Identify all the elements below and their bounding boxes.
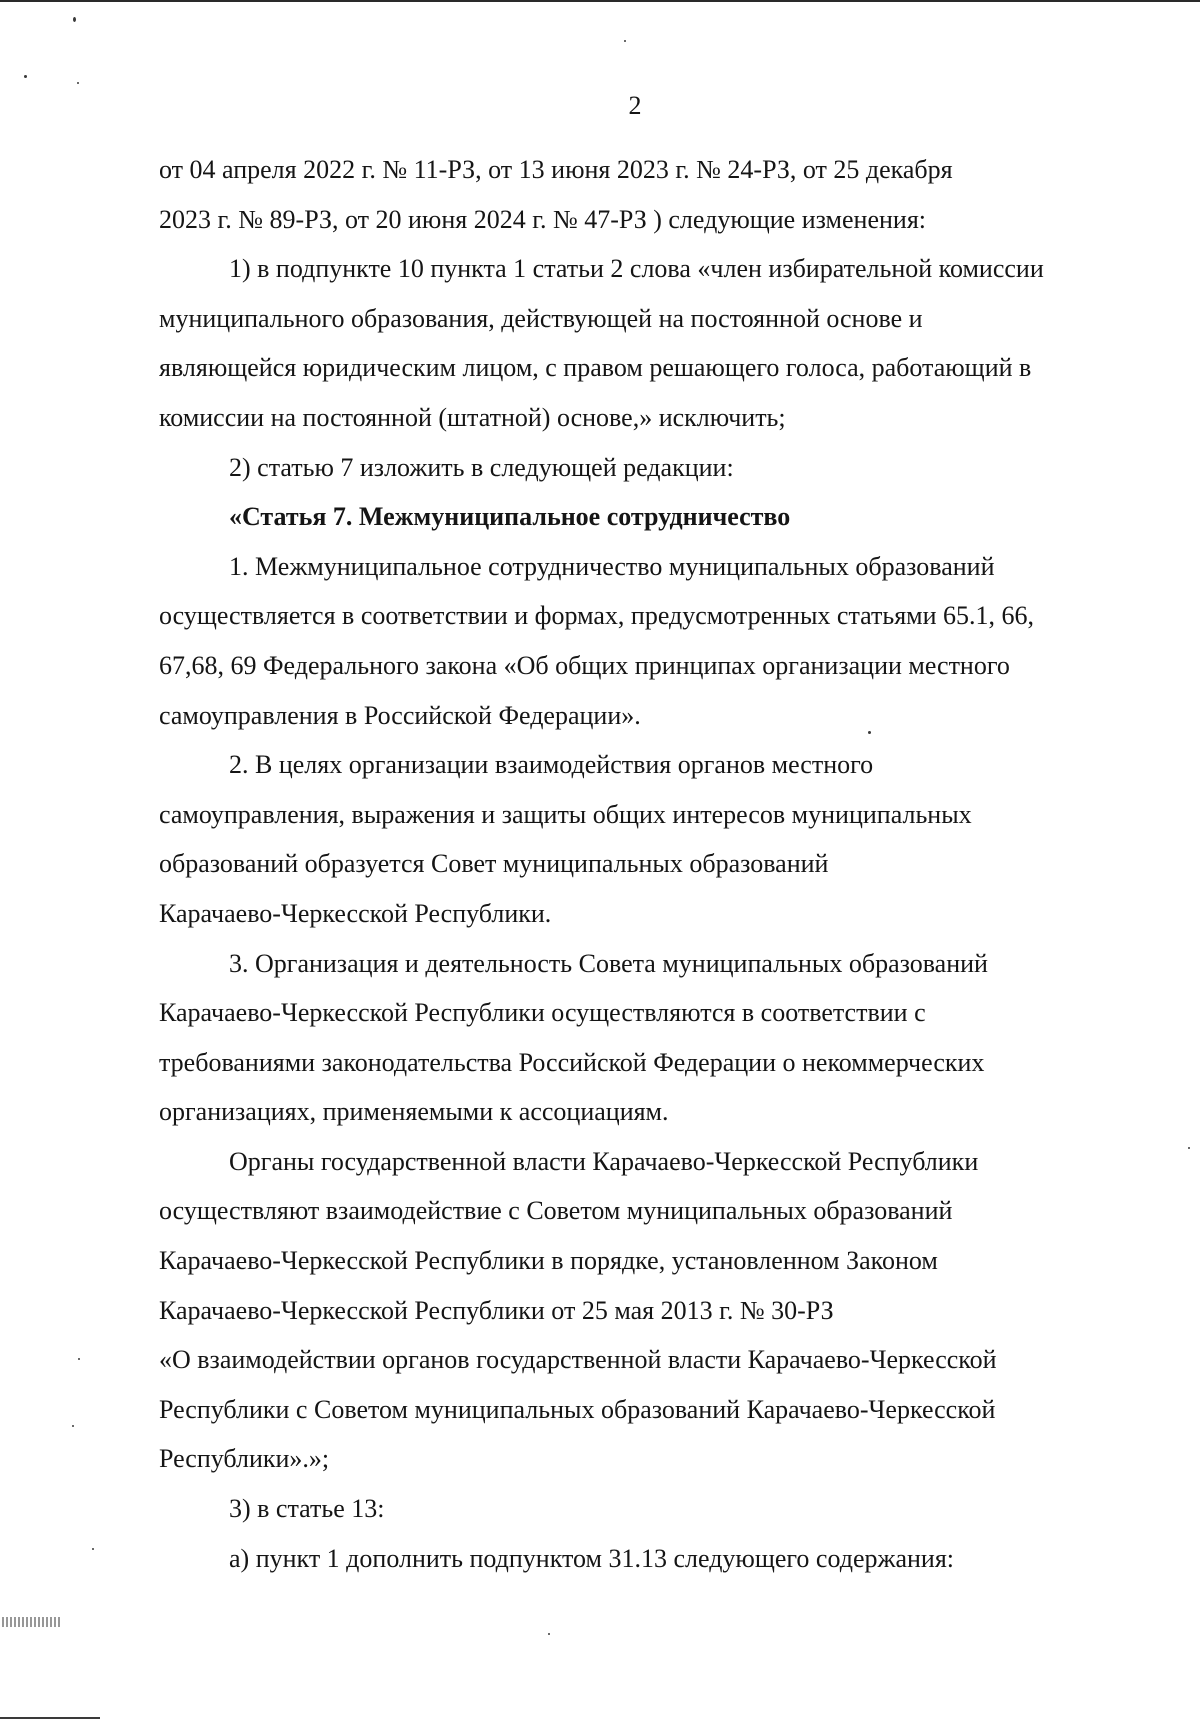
document-body (159, 145, 1111, 1583)
scan-speck (92, 1548, 94, 1550)
text-line: требованиями законодательства Российской Федерации о некоммерческих (159, 1047, 985, 1077)
text-line: Карачаево-Черкесской Республики осуществляются в соответствии с (159, 998, 926, 1028)
paragraph-intro-continuation (159, 145, 1111, 244)
text-line: 3. Организация и деятельность Совета муниципальных образований (229, 948, 988, 978)
text-line: 67,68, 69 Федерального закона «Об общих принципах организации местного (159, 650, 1010, 680)
text-line: муниципального образования, действующей на постоянной основе и (159, 303, 923, 333)
text-line: самоуправления, выражения и защиты общих интересов муниципальных (159, 799, 972, 829)
scan-speck (624, 40, 626, 42)
scan-speck (78, 1358, 80, 1360)
text-line: 3) в статье 13: (229, 1494, 385, 1524)
text-line: «О взаимодействии органов государственной власти Карачаево-Черкесской (159, 1345, 997, 1375)
scan-speck (1188, 1147, 1190, 1149)
text-line: 1. Межмуниципальное сотрудничество муниципальных образований (229, 551, 995, 581)
text-line: Карачаево-Черкесской Республики в порядке, установленном Законом (159, 1246, 938, 1276)
bottom-edge-line (0, 1717, 100, 1719)
paragraph-article-7-part-3 (159, 939, 1111, 1137)
paragraph-item-1 (159, 244, 1111, 442)
scan-noise-mark (2, 1617, 60, 1627)
paragraph-article-7-part-1 (159, 542, 1111, 740)
text-line: осуществляют взаимодействие с Советом муниципальных образований (159, 1196, 953, 1226)
text-line: Республики с Советом муниципальных образований Карачаево-Черкесской (159, 1394, 996, 1424)
text-line: 2) статью 7 изложить в следующей редакции: (229, 452, 734, 482)
text-line: 1) в подпункте 10 пункта 1 статьи 2 слова «член избирательной комиссии (229, 254, 1044, 284)
top-edge-line (0, 0, 1200, 2)
text-line: образований образуется Совет муниципальных образований (159, 849, 829, 879)
article-title: «Статья 7. Межмуниципальное сотрудничество (229, 502, 791, 532)
scan-speck (77, 82, 79, 84)
article-heading (159, 492, 1111, 542)
scan-speck (72, 1425, 74, 1427)
text-line: комиссии на постоянной (штатной) основе,» исключить; (159, 402, 786, 432)
text-line: организациях, применяемыми к ассоциациям. (159, 1097, 669, 1127)
paragraph-item-3 (159, 1484, 1111, 1534)
text-line: самоуправления в Российской Федерации». (159, 700, 641, 730)
paragraph-item-3a (159, 1534, 1111, 1584)
scan-speck (24, 75, 27, 78)
text-line: 2. В целях организации взаимодействия органов местного (229, 750, 874, 780)
text-line: Карачаево-Черкесской Республики от 25 мая 2013 г. № 30-РЗ (159, 1295, 834, 1325)
text-line: являющейся юридическим лицом, с правом решающего голоса, работающий в (159, 353, 1032, 383)
paragraph-article-7-part-2 (159, 740, 1111, 938)
text-line: Органы государственной власти Карачаево-Черкесской Республики (229, 1146, 979, 1176)
page-number: 2 (628, 91, 642, 120)
text-line: осуществляется в соответствии и формах, предусмотренных статьями 65.1, 66, (159, 601, 1035, 631)
text-line: а) пункт 1 дополнить подпунктом 31.13 следующего содержания: (229, 1543, 955, 1573)
text-line: 2023 г. № 89-РЗ, от 20 июня 2024 г. № 47-РЗ ) следующие изменения: (159, 204, 926, 234)
scan-speck (548, 1633, 550, 1635)
paragraph-article-7-state-bodies (159, 1137, 1111, 1484)
scan-speck (73, 17, 76, 22)
text-line: от 04 апреля 2022 г. № 11-РЗ, от 13 июня 2023 г. № 24-РЗ, от 25 декабря (159, 155, 953, 184)
text-line: Карачаево-Черкесской Республики. (159, 898, 552, 928)
paragraph-item-2 (159, 443, 1111, 493)
text-line: Республики».»; (159, 1444, 330, 1474)
